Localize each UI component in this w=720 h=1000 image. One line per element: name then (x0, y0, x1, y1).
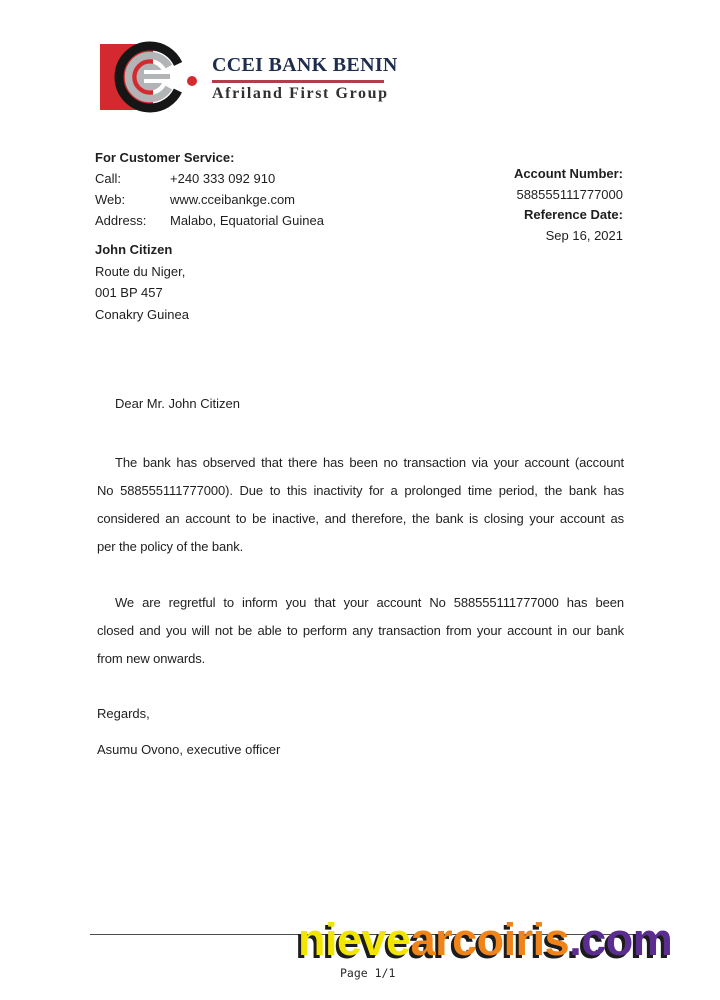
customer-service-title: For Customer Service: (95, 150, 235, 165)
account-info-block (363, 164, 623, 246)
bank-logo-graphic (98, 40, 198, 115)
customer-service-row-web (95, 189, 324, 210)
paragraph-line: closed and you will not be able to perform any transaction from your account in our bank (97, 623, 624, 638)
watermark (298, 916, 672, 964)
recipient-address-line: Route du Niger, (95, 263, 186, 279)
page-number: Page 1/1 (340, 966, 396, 980)
logo-red-dot (187, 76, 197, 86)
paragraph-line: per the policy of the bank. (97, 539, 244, 554)
account-number-value: 588555111777000 (516, 186, 623, 202)
address-value: Malabo, Equatorial Guinea (170, 213, 324, 228)
customer-service-row-call (95, 168, 324, 189)
call-label: Call: (95, 171, 122, 186)
call-value: +240 333 092 910 (170, 171, 276, 186)
recipient-address-block (95, 239, 189, 325)
bank-group-name: Afriland First Group (212, 84, 389, 102)
watermark-part-3: .com (569, 914, 673, 965)
bank-name: CCEI BANK BENIN (212, 54, 398, 76)
signature: Asumu Ovono, executive officer (97, 742, 281, 757)
closing: Regards, (97, 706, 150, 721)
bank-name-underline (212, 80, 384, 83)
paragraph-line: considered an account to be inactive, and therefore, the bank is closing your account as (97, 511, 624, 526)
web-label: Web: (95, 192, 126, 207)
paragraph-line: No 588555111777000). Due to this inactivity for a prolonged time period, the bank has (97, 483, 624, 498)
account-number-label: Account Number: (513, 166, 623, 181)
address-label: Address: (95, 213, 147, 228)
watermark-part-2: arcoiris (410, 914, 570, 965)
reference-date-value: Sep 16, 2021 (545, 227, 623, 243)
recipient-address-line: Conakry Guinea (95, 306, 189, 322)
salutation: Dear Mr. John Citizen (115, 396, 240, 411)
bank-logo-mark (98, 40, 198, 115)
web-value: www.cceibankge.com (170, 192, 295, 207)
recipient-address-line: 001 BP 457 (95, 285, 163, 300)
bank-logo-text (212, 54, 398, 103)
paragraph-line: from new onwards. (97, 651, 206, 666)
body-paragraph-1 (97, 449, 624, 561)
customer-service-block (95, 168, 324, 231)
reference-date-label: Reference Date: (524, 207, 623, 222)
customer-service-row-address (95, 210, 324, 231)
paragraph-line: The bank has observed that there has been no transaction via your account (account (115, 455, 624, 470)
watermark-part-1: nieve (298, 914, 411, 965)
logo-e-middle-bar (150, 74, 170, 79)
paragraph-line: We are regretful to inform you that your account No 588555111777000 has been (115, 595, 624, 610)
body-paragraph-2 (97, 589, 624, 673)
recipient-name: John Citizen (95, 242, 173, 257)
